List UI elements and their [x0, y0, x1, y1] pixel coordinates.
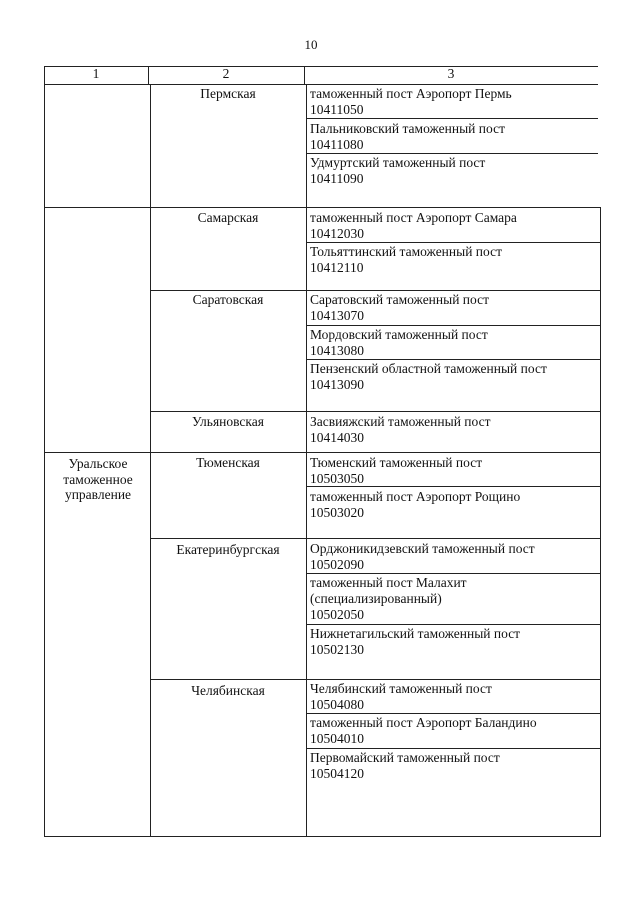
region-name: Екатеринбургская: [176, 542, 280, 557]
department-name: Уральское таможенное управление: [63, 456, 133, 502]
post-name: Орджоникидзевский таможенный пост: [310, 541, 535, 556]
post-code: 10502050: [310, 607, 364, 622]
post-code: 10412110: [310, 260, 364, 275]
post-code: 10411080: [310, 137, 364, 152]
header-col-2: 2: [222, 66, 230, 81]
group-separator: [44, 207, 600, 208]
post-code: 10414030: [310, 430, 364, 445]
post-name: Удмуртский таможенный пост: [310, 155, 486, 170]
post-name: Мордовский таможенный пост: [310, 327, 488, 342]
post-code: 10504080: [310, 697, 364, 712]
post-name: таможенный пост Аэропорт Баландино: [310, 715, 537, 730]
post-separator: [306, 624, 600, 625]
post-code: 10411090: [310, 171, 364, 186]
post-code: 10504120: [310, 766, 364, 781]
post-code: 10413070: [310, 308, 364, 323]
post-separator: [306, 748, 600, 749]
post-separator: [306, 118, 598, 119]
region-name: Челябинская: [191, 683, 265, 698]
post-separator: [306, 359, 600, 360]
region-name: Ульяновская: [192, 414, 264, 429]
post-name: таможенный пост Малахит (специализированный): [310, 575, 467, 606]
region-separator: [150, 290, 600, 291]
post-separator: [306, 153, 598, 154]
post-name: Засвияжский таможенный пост: [310, 414, 491, 429]
post-name: Тольяттинский таможенный пост: [310, 244, 503, 259]
region-name: Саратовская: [192, 292, 264, 307]
table-bottom-border: [44, 836, 601, 837]
col-3-right-border: [600, 207, 601, 836]
col-2-left-border: [150, 84, 151, 836]
post-code: 10413080: [310, 343, 364, 358]
post-name: таможенный пост Аэропорт Пермь: [310, 86, 512, 101]
post-name: Пальниковский таможенный пост: [310, 121, 505, 136]
region-separator: [150, 679, 600, 680]
col-3-left-border: [306, 84, 307, 836]
region-name: Тюменская: [196, 455, 260, 470]
post-code: 10504010: [310, 731, 364, 746]
post-name: Тюменский таможенный пост: [310, 455, 483, 470]
post-separator: [306, 486, 600, 487]
region-name: Пермская: [200, 86, 256, 101]
post-code: 10413090: [310, 377, 364, 392]
post-name: Первомайский таможенный пост: [310, 750, 500, 765]
post-code: 10411050: [310, 102, 364, 117]
post-separator: [306, 713, 600, 714]
page-number: 10: [304, 37, 318, 52]
post-separator: [306, 325, 600, 326]
post-name: Пензенский областной таможенный пост: [310, 361, 547, 376]
region-separator: [150, 538, 600, 539]
post-code: 10412030: [310, 226, 364, 241]
post-name: Нижнетагильский таможенный пост: [310, 626, 521, 641]
post-name: таможенный пост Аэропорт Самара: [310, 210, 517, 225]
post-code: 10503050: [310, 471, 364, 486]
post-name: Челябинский таможенный пост: [310, 681, 492, 696]
post-name: Саратовский таможенный пост: [310, 292, 490, 307]
region-name: Самарская: [197, 210, 259, 225]
header-col-3: 3: [447, 66, 455, 81]
post-separator: [306, 573, 600, 574]
header-bottom-border: [44, 84, 598, 85]
post-code: 10502090: [310, 557, 364, 572]
region-separator: [150, 411, 600, 412]
post-code: 10502130: [310, 642, 364, 657]
col-1-left-border: [44, 84, 45, 836]
post-code: 10503020: [310, 505, 364, 520]
post-separator: [306, 242, 600, 243]
group-separator: [44, 452, 600, 453]
post-name: таможенный пост Аэропорт Рощино: [310, 489, 521, 504]
header-col-1: 1: [92, 66, 100, 81]
